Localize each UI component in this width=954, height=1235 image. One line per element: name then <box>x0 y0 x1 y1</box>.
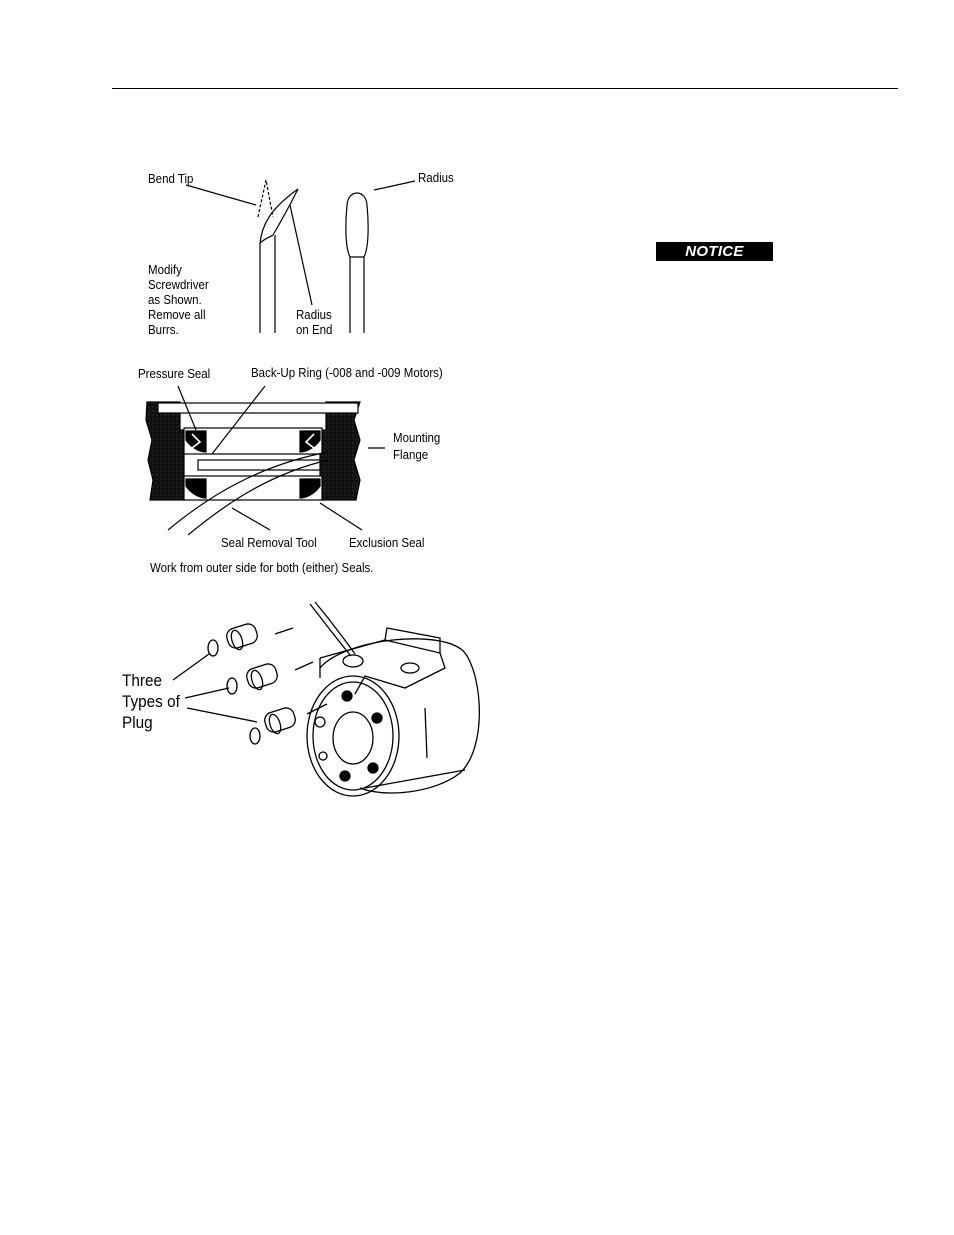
backup-ring-label: Back-Up Ring (-008 and -009 Motors) <box>251 366 443 380</box>
seal-figure-caption: Work from outer side for both (either) Seals. <box>150 561 374 575</box>
radius-on-end-label-line-2: on End <box>296 323 333 337</box>
mounting-flange-label-line-2: Flange <box>393 448 429 462</box>
modify-label-line-4: Remove all <box>148 308 206 322</box>
pressure-seal-label: Pressure Seal <box>138 367 211 381</box>
plug-label-line-2: Types of <box>122 692 180 711</box>
notice-badge: NOTICE <box>656 242 773 261</box>
plug-label-line-3: Plug <box>122 713 153 732</box>
seal-cross-section-diagram <box>140 370 480 540</box>
plug-label-line-1: Three <box>122 671 162 690</box>
mounting-flange-label-line-1: Mounting <box>393 431 441 445</box>
header-rule <box>112 88 898 89</box>
radius-on-end-label-line-1: Radius <box>296 308 332 322</box>
radius-label: Radius <box>418 171 454 185</box>
modify-label-line-1: Modify <box>148 263 182 277</box>
bend-tip-label: Bend Tip <box>148 172 194 186</box>
modify-label-line-2: Screwdriver <box>148 278 209 292</box>
modify-label-line-5: Burrs. <box>148 323 179 337</box>
seal-removal-tool-label: Seal Removal Tool <box>221 536 317 550</box>
exclusion-seal-label: Exclusion Seal <box>349 536 425 550</box>
modify-label-line-3: as Shown. <box>148 293 202 307</box>
